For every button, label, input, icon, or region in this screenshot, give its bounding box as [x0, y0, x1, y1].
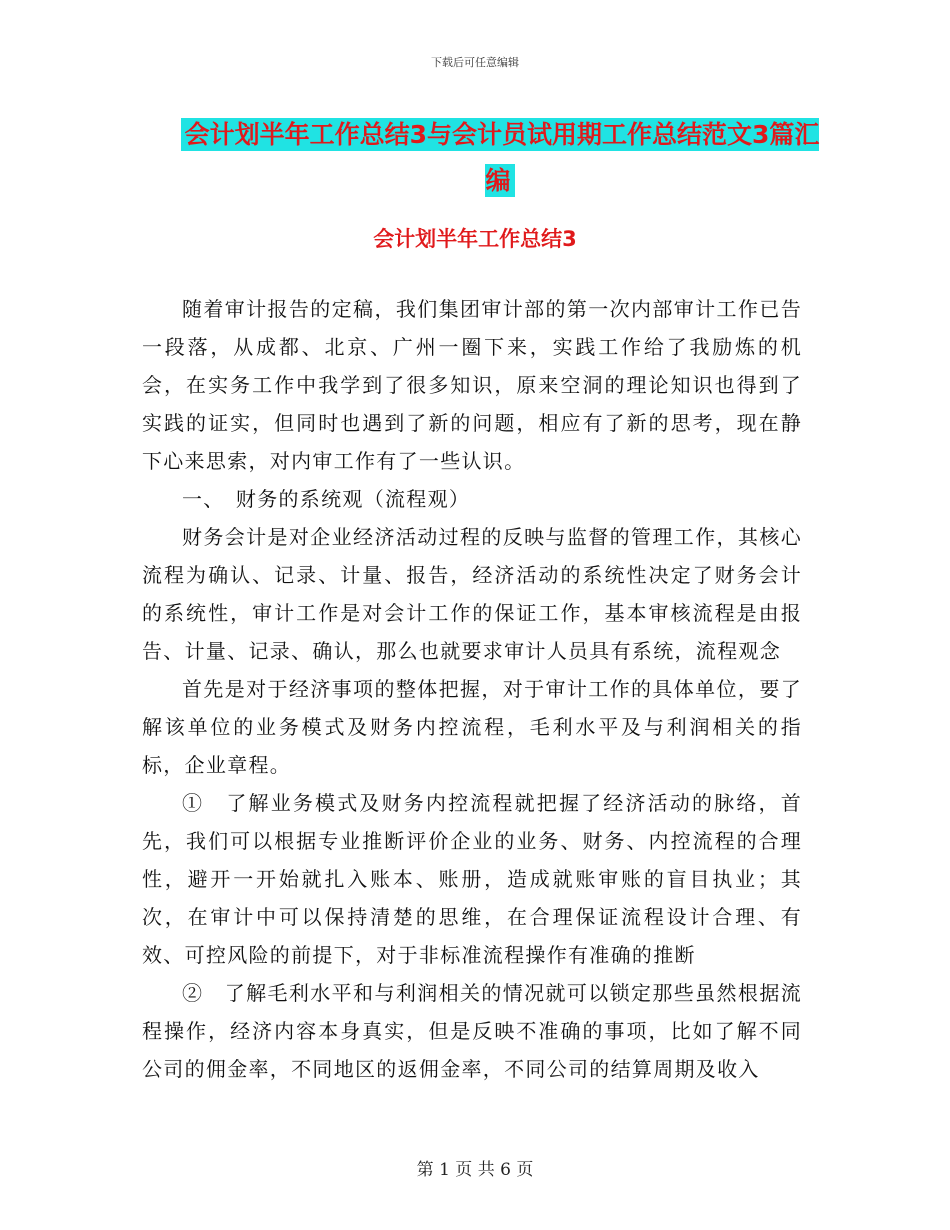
paragraph-intro: 随着审计报告的定稿，我们集团审计部的第一次内部审计工作已告一段落，从成都、北京、广州一圈下来，实践工作给了我励炼的机会，在实务工作中我学到了很多知识，原来空洞的理论知识也得到了实践的证实，但同时也遇到了新的问题，相应有了新的思考，现在静下心来思索，对内审工作有了一些认识。 — [142, 297, 802, 473]
paragraph-point-2: ② 了解毛利水平和与利润相关的情况就可以锁定那些虽然根据流程操作，经济内容本身真实，但是反映不准确的事项，比如了解不同公司的佣金率，不同地区的返佣金率，不同公司的结算周期及收入 — [142, 981, 802, 1081]
document-title-text: 会计划半年工作总结3与会计员试用期工作总结范文3篇汇编 — [181, 118, 820, 197]
document-title — [180, 112, 820, 204]
heading-system-view: 一、 财务的系统观（流程观） — [182, 487, 471, 511]
document-body — [142, 290, 802, 1088]
paragraph-first: 首先是对于经济事项的整体把握，对于审计工作的具体单位，要了解该单位的业务模式及财务内控流程，毛利水平及与利润相关的指标，企业章程。 — [142, 677, 802, 777]
paragraph-point-1: ① 了解业务模式及财务内控流程就把握了经济活动的脉络，首先，我们可以根据专业推断评价企业的业务、财务、内控流程的合理性，避开一开始就扎入账本、账册，造成就账审账的盲目执业；其次，在审计中可以保持清楚的思维，在合理保证流程设计合理、有效、可控风险的前提下，对于非标准流程操作有准确的推断 — [142, 791, 802, 967]
download-note: 下载后可任意编辑 — [431, 56, 519, 69]
page-indicator: 第 1 页 共 6 页 — [416, 1160, 534, 1180]
paragraph-accounting: 财务会计是对企业经济活动过程的反映与监督的管理工作，其核心流程为确认、记录、计量、报告，经济活动的系统性决定了财务会计的系统性，审计工作是对会计工作的保证工作，基本审核流程是由报告、计量、记录、确认，那么也就要求审计人员具有系统，流程观念 — [142, 525, 802, 663]
section-title: 会计划半年工作总结3 — [373, 227, 577, 251]
